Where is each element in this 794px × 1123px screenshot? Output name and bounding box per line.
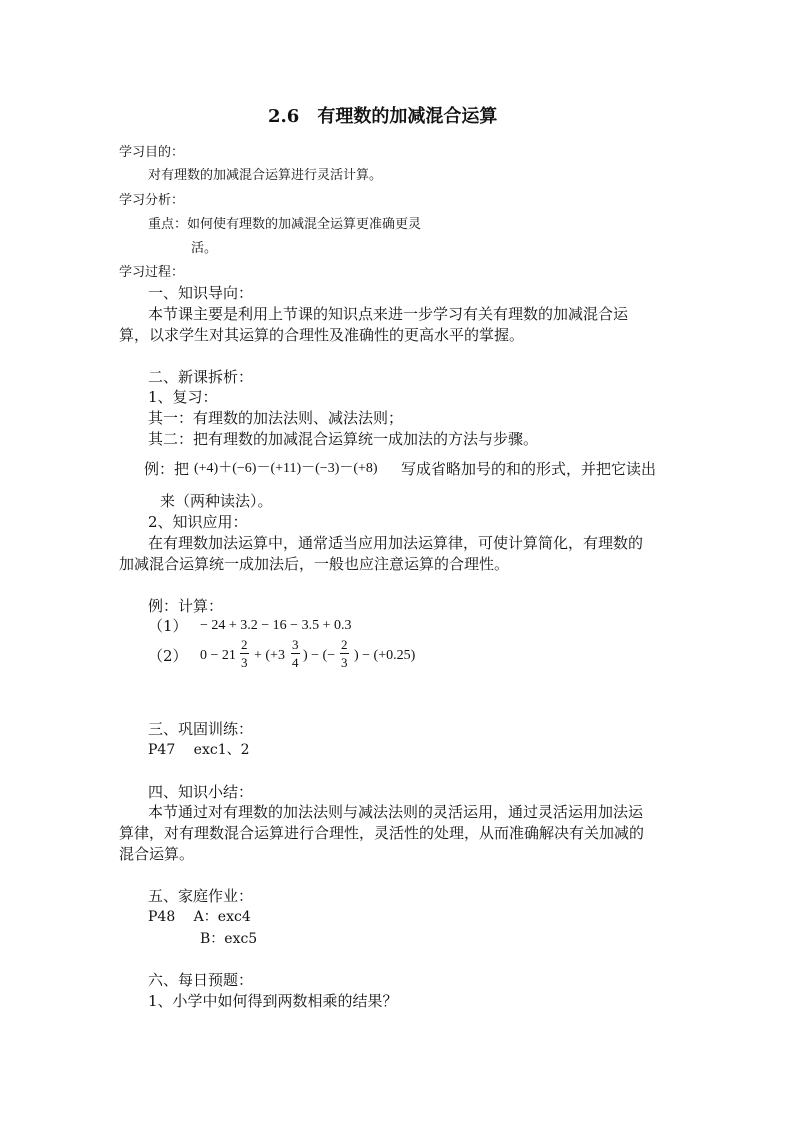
fraction-3-denominator: 3	[341, 655, 348, 670]
section-2-heading: 二、新课拆析：	[148, 368, 254, 386]
fraction-1-denominator: 3	[241, 655, 248, 670]
objective-text: 对有理数的加减混合运算进行灵活计算。	[148, 168, 383, 183]
fraction-2-numerator: 3	[292, 637, 299, 652]
section-6-line-1: 1、小学中如何得到两数相乘的结果？	[148, 992, 398, 1010]
calc-2-part-2: + (+3	[254, 648, 285, 663]
section-4-line-1: 本节通过对有理数的加法法则与减法法则的灵活运用，通过灵活运用加法运	[148, 803, 644, 821]
example-1-line-2: 来（两种读法）。	[160, 492, 273, 510]
section-3-line: P47 exc1、2	[148, 742, 250, 758]
apply-label: 2、知识应用：	[148, 513, 248, 531]
page-title: 2.6 有理数的加减混合运算	[268, 106, 498, 127]
calc-2-fraction-3	[340, 638, 349, 669]
section-1-line-1: 本节课主要是利用上节课的知识点来进一步学习有关有理数的加减混合运	[148, 305, 629, 323]
apply-line-1: 在有理数加法运算中，通常适当应用加法运算律，可使计算简化，有理数的	[148, 534, 644, 552]
section-1-heading: 一、知识导向：	[148, 284, 254, 302]
section-3-heading: 三、巩固训练：	[148, 720, 254, 738]
calc-2-part-3: ) − (−	[303, 648, 336, 663]
apply-line-2: 加减混合运算统一成加法后，一般也应注意运算的合理性。	[119, 555, 510, 573]
calc-2-part-4: ) − (+0.25)	[354, 648, 416, 663]
calc-2-fraction-2	[291, 638, 300, 669]
review-item-2: 其二：把有理数的加减混合运算统一成加法的方法与步骤。	[148, 430, 539, 448]
example-1-suffix: 写成省略加号的和的形式，并把它读出	[401, 460, 657, 478]
example-1-expression: (+4)＋(−6)－(+11)－(−3)－(+8)	[194, 461, 378, 476]
section-6-heading: 六、每日预题：	[148, 971, 254, 989]
section-1-line-2: 算，以求学生对其运算的合理性及准确性的更高水平的掌握。	[119, 326, 525, 344]
objective-label: 学习目的：	[119, 145, 185, 160]
focus-line-2: 活。	[191, 241, 218, 256]
focus-line-1: 重点：如何使有理数的加减混全运算更准确更灵	[148, 217, 422, 232]
section-4-line-2: 算律，对有理数混合运算进行合理性，灵活性的处理，从而准确解决有关加减的	[119, 824, 645, 842]
homework-line-1: P48 A：exc4	[148, 909, 251, 925]
calc-2-part-1: 0 − 21	[200, 648, 236, 663]
review-item-1: 其一：有理数的加法法则、减法法则；	[148, 409, 404, 427]
calc-2-fraction-1	[240, 638, 249, 669]
fraction-1-numerator: 2	[241, 637, 248, 652]
calc-1-label: （1）	[148, 617, 188, 635]
section-5-heading: 五、家庭作业：	[148, 887, 254, 905]
calc-1-expression: − 24 + 3.2 − 16 − 3.5 + 0.3	[200, 618, 352, 633]
fraction-2-denominator: 4	[292, 655, 299, 670]
example-2-label: 例：计算：	[148, 597, 224, 615]
calc-2-label: （2）	[148, 647, 188, 665]
fraction-3-numerator: 2	[341, 637, 348, 652]
example-1-prefix: 例：把	[144, 460, 190, 478]
analysis-label: 学习分析：	[119, 193, 185, 208]
section-4-heading: 四、知识小结：	[148, 783, 254, 801]
homework-line-2: B：exc5	[200, 931, 258, 947]
process-label: 学习过程：	[119, 265, 185, 280]
section-4-line-3: 混合运算。	[119, 845, 195, 863]
review-label: 1、复习：	[148, 388, 218, 406]
